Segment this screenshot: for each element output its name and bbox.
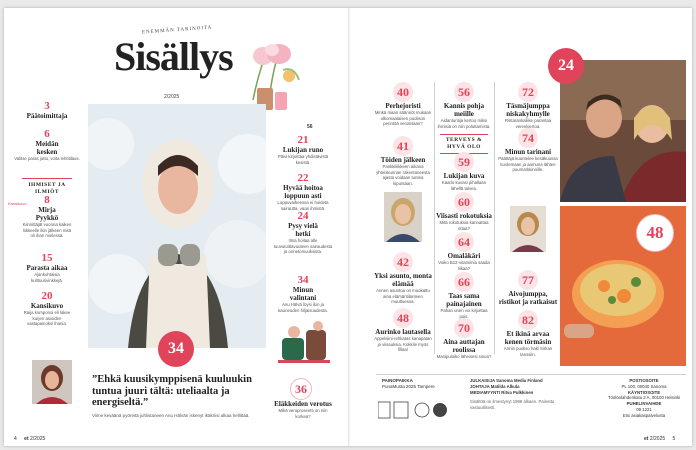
toc-item[interactable] — [374, 136, 432, 186]
divider — [434, 82, 435, 354]
toc-column-c — [498, 82, 558, 362]
issue-label: 2/2025 — [164, 94, 180, 100]
item-title: Parasta aikaa — [26, 264, 68, 272]
masthead — [114, 22, 254, 100]
columnist-photo — [32, 360, 72, 404]
section-heading: IHMISET JA ILMIÖT — [22, 178, 72, 196]
item-number: 41 — [393, 136, 413, 156]
side-label: Kansikuvo — [8, 201, 27, 206]
imprint-line: KÄYNTIOSOITE — [627, 389, 661, 395]
toc-item[interactable] — [272, 400, 334, 419]
item-title: Täsmäjumppa niskakyhmylle — [506, 102, 550, 118]
item-number: 34 — [297, 274, 309, 286]
item-desc: Kaarlo kuvasi pihallaan lähellä talvea. — [441, 180, 487, 191]
toc-item[interactable] — [498, 82, 558, 129]
item-number: 40 — [393, 82, 413, 102]
toc-item[interactable] — [436, 318, 492, 360]
item-number: 56 — [454, 82, 474, 102]
item-title: Et ikinä arvaa kenen törmäsin — [504, 330, 552, 346]
item-number: 20 — [41, 290, 53, 302]
toc-item[interactable] — [14, 100, 80, 120]
right-page-number — [644, 436, 675, 442]
left-page-number — [14, 436, 45, 442]
toc-item[interactable] — [498, 128, 558, 173]
imprint-heading: PAINOPAIKKA — [382, 378, 413, 383]
imprint-line: MEDIAMYYNTI Ritva Pulkkinen — [470, 389, 534, 395]
item-desc: Manipuloiko läheisesi sinua? — [436, 354, 492, 359]
cover-quote: ”Ehkä kuusikymppisenä kuuluukin tuntua juuri tältä: uteliaalta ja energiseltä.” — [92, 374, 252, 408]
kicker: ENEMMÄN TARINOITA — [141, 25, 213, 36]
item-number: 74 — [518, 128, 538, 148]
gutter — [348, 8, 350, 446]
item-title: Minun valintani — [289, 286, 317, 302]
magazine-spread — [4, 8, 692, 446]
item-desc: Mitä rokotuksia kannattaa ottaa? — [439, 220, 489, 231]
item-title: Kansikuvo — [30, 302, 64, 310]
author-photo — [384, 192, 422, 242]
issue-number: 2/2025 — [30, 436, 46, 442]
toc-item[interactable] — [436, 152, 492, 191]
item-desc: Kiinnittäjät vuonna kaiken liikkeelle ikin jälkeen mitä oli ihan mielessä. — [22, 222, 72, 238]
certification-logos — [378, 400, 468, 420]
cover-page-badge[interactable]: 34 — [158, 331, 194, 367]
item-desc: Aidantuntija kertoo miksi ihmisiä on niin poluttamista. — [437, 118, 491, 129]
item-title: Meidän kesken — [35, 140, 59, 156]
item-desc: Pahan unen voi kirjoittaa pois. — [440, 308, 488, 319]
page-number: 5 — [672, 436, 676, 442]
item-title: Viisasti rokotuksia — [436, 212, 492, 220]
item-title: Päätoimittaja — [26, 112, 68, 120]
divider — [494, 82, 495, 354]
toc-item[interactable] — [436, 192, 492, 231]
item-desc: Voiko B12-vitamiinia saada liikaa? — [438, 260, 490, 271]
item-title: Aina auttajan roolissa — [443, 338, 485, 354]
toc-item[interactable] — [436, 232, 492, 271]
item-number: 70 — [454, 318, 474, 338]
imprint-line: JULKAISIJA Sanoma Media Finland — [470, 378, 543, 383]
item-number: 42 — [393, 252, 413, 272]
item-desc: Anu Hälvä löysi ilon ja kauneuden hiljaisuudesta. — [278, 302, 328, 313]
toc-item[interactable] — [272, 172, 334, 211]
item-desc: Päivi kirjoittaa yhdistävistä kesistä. — [277, 154, 329, 165]
imprint-line: JOHTAJA Matilda Alkula — [470, 383, 520, 389]
toc-item[interactable] — [374, 82, 432, 127]
item-title: Töiden jälkeen — [380, 156, 426, 164]
toc-item[interactable] — [14, 252, 80, 283]
item-number: 77 — [518, 270, 538, 290]
imprint-col3 — [604, 378, 684, 419]
toc-item[interactable] — [272, 134, 334, 165]
toc-item[interactable] — [374, 252, 432, 305]
left-column — [8, 100, 80, 370]
item-title: Hyvää hoitoa loppuun asti — [283, 184, 323, 200]
item-number: 22 — [297, 172, 309, 184]
item-title: Omaläkäri — [447, 252, 481, 260]
item-desc: Loppuvaiheessa ei hoideta sairautta, vaan ihmistä. — [277, 200, 329, 211]
item-title: Taas sama painajainen — [446, 292, 482, 308]
imprint-col1 — [382, 378, 442, 390]
item-title: Lukijan runo — [282, 146, 324, 154]
issue-number: 2/2025 — [649, 436, 666, 442]
item-desc: Minkä maan säännöt mukaan ulkomaalaisen puolison perintöä verotetaan? — [374, 110, 432, 126]
couple-photo — [560, 60, 686, 202]
item-desc: Ajankohtaisia kulttuurivinkkejä. — [31, 272, 63, 283]
cover-photo — [88, 104, 266, 348]
imprint-line: PL 100, 00040 Sanoma — [621, 383, 667, 389]
item-desc: Päättäjä kuuntelee kesäkuussa kuolemaan ja aamuna lähtee puumarkkinoille. — [498, 156, 558, 172]
item-title: Minun tarinani — [504, 148, 552, 156]
item-desc: Armin puoliso haki Sirkan tanssiin. — [503, 346, 553, 357]
toc-item[interactable] — [272, 210, 334, 255]
item-title: Perhejoristi — [385, 102, 421, 110]
item-desc: Mikä veroprosentti on niin korkea? — [278, 408, 328, 419]
imprint-line: Etsi asiakaspalvelusta — [622, 412, 666, 418]
item-number: 66 — [454, 272, 474, 292]
side-page-number: 56 — [307, 124, 313, 130]
item-number: 3 — [44, 100, 50, 112]
item-title: Eläkkeiden verotus — [274, 400, 332, 408]
pills-illustration — [278, 320, 330, 364]
item-desc: Raija komponoi eli lakee kurjen asioiden vastapainoksi ihania. — [23, 310, 71, 326]
item-title: Kannis pohja meiille — [443, 102, 485, 118]
item-number: 64 — [454, 232, 474, 252]
imprint-small: Sisältöä on ilmestynyt 1998 alkaen. Painettu vastuullisesti. — [470, 399, 555, 411]
item-number: 48 — [393, 308, 413, 328]
imprint-line: PUHELINVAIHDE — [626, 401, 662, 407]
imprint-col2 — [470, 378, 580, 411]
item-title: Aurinko lautasella — [375, 328, 431, 336]
toc-item[interactable] — [498, 270, 558, 306]
item-number: 6 — [44, 128, 50, 140]
cover-caption: Viime keväänä pyöreitä juhlistaneen Anu Hälvän iskenyt ikäkriisi alkaa hellittää. — [92, 413, 250, 418]
item-desc: Valitse paras juttu, voita lehtitilaus. — [14, 156, 80, 161]
footer-divider — [376, 374, 686, 375]
item-title: Aivojumppa, ristikot ja ratkaisut — [498, 290, 558, 306]
brand-logo: et — [24, 436, 29, 442]
page-number: 4 — [14, 436, 17, 442]
item-title: Lukijan kuva — [443, 172, 485, 180]
item-title: Yksi asunto, monta elämää — [374, 272, 432, 288]
item-number: 8 — [44, 194, 50, 206]
toc-item[interactable] — [14, 128, 80, 162]
soup-page-badge[interactable]: 48 — [636, 214, 674, 252]
imprint-text: PunaMusta 2025 Tampere — [382, 384, 435, 389]
couple-page-badge[interactable]: 24 — [548, 48, 584, 84]
author-photo — [510, 206, 546, 252]
item-title: Pysy vielä hetki — [288, 222, 318, 238]
imprint-line: 09 1221 — [636, 406, 652, 412]
center-column — [272, 134, 334, 419]
item-number: 24 — [297, 210, 309, 222]
item-desc: Annen asuntoa on muokattu aina elämäntilanteen muuttuessa. — [376, 288, 430, 304]
toc-item[interactable] — [498, 310, 558, 357]
item-number: 59 — [454, 152, 474, 172]
toc-column-b — [436, 82, 492, 362]
item-desc: Ilma hoitaa alle tuuvutoittavuuteen sairaudesta ja onnetomuuksista. — [273, 238, 333, 254]
imprint-line: POSTIOSOITE — [629, 378, 659, 383]
item-desc: Pankkiliikkeen aikana yhteiskunnan rakentaneesta ajasta voidaan tuntea kipuntaan. — [376, 164, 430, 186]
toc-item[interactable] — [14, 194, 80, 239]
item-number: 82 — [518, 310, 538, 330]
page-title: Sisällys — [114, 34, 233, 79]
item-title: Mirja Pyykkö — [35, 206, 59, 222]
toc-item[interactable] — [14, 290, 80, 327]
item-number: 21 — [297, 134, 309, 146]
item-number: 72 — [518, 82, 538, 102]
item-desc: Rintarankaliike parantaa verenkiertoa. — [504, 118, 552, 129]
toc-column-a — [374, 82, 432, 362]
toc-item[interactable] — [436, 272, 492, 319]
item-badge[interactable]: 36 — [290, 378, 312, 400]
toc-item[interactable] — [272, 274, 334, 313]
imprint-line: Töölönlahdenkatu 2 A, 00100 Helsinki — [607, 395, 681, 401]
brand-logo: et — [644, 436, 649, 442]
item-desc: Appelsiini-rehkatas kanapatan ja viisauksia. Kokkile myös fillaa! — [374, 336, 432, 352]
toc-item[interactable] — [436, 82, 492, 129]
toc-item[interactable] — [374, 308, 432, 353]
item-number: 60 — [454, 192, 474, 212]
section-heading: TERVEYS & HYVÄ OLO — [440, 134, 488, 154]
item-number: 15 — [41, 252, 53, 264]
